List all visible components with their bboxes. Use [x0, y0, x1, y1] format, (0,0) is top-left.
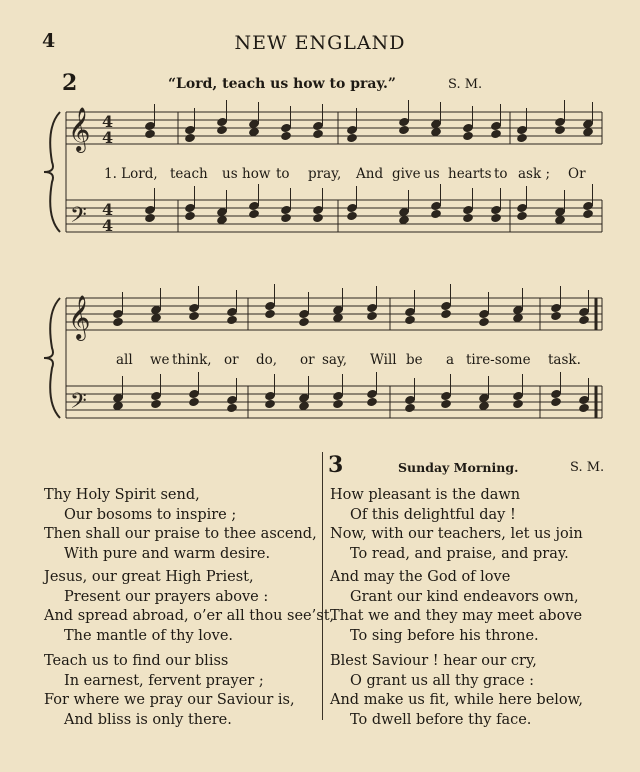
bass-clef-icon: 𝄢	[70, 389, 87, 419]
note-head	[265, 309, 276, 318]
note-head	[151, 399, 162, 408]
note-head	[249, 209, 260, 218]
verse-line: To sing before his throne.	[350, 627, 539, 644]
verse-line: That we and they may meet above	[330, 608, 583, 624]
hymn-2-title: “Lord, teach us how to pray.”	[168, 76, 396, 92]
verse-line: To dwell before thy face.	[350, 711, 532, 728]
bass-clef-icon: 𝄢	[70, 203, 87, 233]
note-head	[313, 205, 324, 214]
lyric-syllable: be	[406, 352, 423, 368]
time-signature: 4	[102, 216, 114, 235]
verse-line: And spread abroad, o’er all thou see’st,	[44, 608, 335, 624]
note-head	[431, 127, 442, 136]
right-stanza-2	[330, 568, 582, 646]
note-head	[479, 317, 490, 326]
note-head	[217, 215, 228, 224]
note-head	[333, 313, 344, 322]
note-head	[517, 203, 528, 212]
note-head	[367, 303, 378, 312]
note-head	[313, 213, 324, 222]
note-head	[513, 305, 524, 314]
note-head	[185, 203, 196, 212]
note-head	[583, 119, 594, 128]
note-head	[431, 209, 442, 218]
note-head	[347, 125, 358, 134]
note-head	[517, 125, 528, 134]
note-head	[227, 315, 238, 324]
note-head	[441, 391, 452, 400]
lyric-syllable: or	[300, 352, 315, 368]
verse-line: O grant us all thy grace :	[350, 672, 535, 689]
note-head	[555, 215, 566, 224]
verse-line: For where we pray our Saviour is,	[44, 692, 295, 708]
note-head	[151, 305, 162, 314]
note-head	[347, 203, 358, 212]
right-stanza-3	[330, 652, 583, 730]
lyric-syllable: tire-some	[466, 352, 531, 368]
verse-line: And bliss is only there.	[64, 711, 232, 728]
brace	[44, 112, 60, 232]
right-stanza-1	[330, 486, 583, 564]
note-head	[513, 391, 524, 400]
note-head	[513, 399, 524, 408]
hymn-2-number: 2	[62, 70, 78, 96]
note-head	[479, 393, 490, 402]
note-head	[281, 123, 292, 132]
note-head	[513, 313, 524, 322]
note-head	[431, 201, 442, 210]
note-head	[399, 125, 410, 134]
note-head	[405, 403, 416, 412]
note-head	[227, 395, 238, 404]
note-head	[583, 201, 594, 210]
lyric-syllable: to	[494, 166, 508, 182]
left-stanza-1	[44, 486, 317, 564]
note-head	[579, 395, 590, 404]
note-head	[463, 123, 474, 132]
note-head	[185, 133, 196, 142]
note-head	[299, 317, 310, 326]
note-head	[367, 389, 378, 398]
note-head	[113, 317, 124, 326]
note-head	[227, 307, 238, 316]
lyric-syllable: say,	[322, 352, 348, 368]
lyric-syllable: Or	[568, 166, 586, 182]
note-head	[463, 131, 474, 140]
verse-line: Then shall our praise to thee ascend,	[44, 526, 317, 542]
note-head	[463, 213, 474, 222]
running-head: NEW ENGLAND	[234, 32, 406, 54]
verse-line: To read, and praise, and pray.	[350, 545, 569, 562]
lyric-syllable: Will	[370, 352, 397, 368]
note-head	[249, 127, 260, 136]
note-head	[185, 211, 196, 220]
verse-line: And make us fit, while here below,	[330, 692, 583, 708]
note-head	[517, 133, 528, 142]
verse-line: And may the God of love	[330, 569, 511, 585]
brace	[44, 298, 60, 418]
note-head	[145, 121, 156, 130]
note-head	[347, 211, 358, 220]
note-head	[463, 205, 474, 214]
note-head	[583, 127, 594, 136]
note-head	[367, 311, 378, 320]
verse-line: Now, with our teachers, let us join	[330, 526, 583, 542]
verse-line: In earnest, fervent prayer ;	[64, 672, 264, 689]
note-head	[555, 125, 566, 134]
note-head	[441, 301, 452, 310]
note-head	[491, 205, 502, 214]
left-stanza-2	[44, 568, 334, 646]
note-head	[217, 125, 228, 134]
note-head	[583, 209, 594, 218]
note-head	[189, 311, 200, 320]
verse-line: With pure and warm desire.	[64, 545, 271, 562]
note-head	[299, 401, 310, 410]
hymn-3-meter: S. M.	[570, 460, 605, 475]
note-head	[517, 211, 528, 220]
note-head	[405, 315, 416, 324]
note-head	[347, 133, 358, 142]
note-head	[313, 129, 324, 138]
time-signature: 4	[102, 128, 114, 147]
note-head	[145, 213, 156, 222]
note-head	[555, 207, 566, 216]
note-head	[333, 305, 344, 314]
note-head	[431, 119, 442, 128]
hymn-2-meter: S. M.	[448, 77, 483, 92]
note-head	[265, 301, 276, 310]
note-head	[313, 121, 324, 130]
note-head	[405, 395, 416, 404]
lyric-syllable: task.	[548, 352, 581, 368]
note-head	[405, 307, 416, 316]
note-head	[265, 391, 276, 400]
note-head	[579, 403, 590, 412]
lyric-syllable: give	[392, 166, 421, 182]
lyric-syllable: how	[242, 166, 271, 182]
lyric-syllable: or	[224, 352, 239, 368]
note-head	[151, 391, 162, 400]
lyric-syllable: us	[222, 166, 238, 182]
note-head	[551, 303, 562, 312]
verse-line: Teach us to find our bliss	[44, 653, 229, 669]
verse-line: Grant our kind endeavors own,	[350, 588, 579, 605]
note-head	[555, 117, 566, 126]
note-head	[479, 401, 490, 410]
note-head	[479, 309, 490, 318]
note-head	[189, 303, 200, 312]
note-head	[551, 389, 562, 398]
lyric-syllable: we	[150, 352, 170, 368]
lyric-syllable: all	[116, 352, 133, 368]
lyric-syllable: And	[356, 166, 384, 182]
verse-line: Present our prayers above :	[64, 588, 269, 605]
note-head	[551, 397, 562, 406]
note-head	[227, 403, 238, 412]
note-head	[399, 117, 410, 126]
lyric-syllable: do,	[256, 352, 278, 368]
lyric-syllable: 1. Lord,	[104, 166, 158, 182]
note-head	[579, 315, 590, 324]
verse-line: Our bosoms to inspire ;	[64, 506, 237, 523]
lyric-syllable: hearts	[448, 166, 492, 182]
note-head	[491, 129, 502, 138]
note-head	[281, 213, 292, 222]
note-head	[145, 205, 156, 214]
lyric-syllable: teach	[170, 166, 208, 182]
time-signature: 4	[102, 112, 114, 131]
note-head	[265, 399, 276, 408]
note-head	[333, 399, 344, 408]
note-head	[249, 201, 260, 210]
treble-clef-icon: 𝄞	[68, 107, 91, 151]
note-head	[579, 307, 590, 316]
note-head	[333, 391, 344, 400]
note-head	[145, 129, 156, 138]
lyric-syllable: a	[446, 352, 455, 368]
verse-line: The mantle of thy love.	[64, 627, 234, 644]
note-head	[249, 119, 260, 128]
note-head	[491, 213, 502, 222]
note-head	[367, 397, 378, 406]
note-head	[299, 309, 310, 318]
note-head	[299, 393, 310, 402]
note-head	[441, 309, 452, 318]
lyric-syllable: us	[424, 166, 440, 182]
hymn-3-number: 3	[328, 452, 344, 478]
hymn-3-title: Sunday Morning.	[398, 460, 519, 475]
note-head	[151, 313, 162, 322]
lyric-syllable: to	[276, 166, 290, 182]
note-head	[491, 121, 502, 130]
note-head	[217, 207, 228, 216]
note-head	[113, 309, 124, 318]
note-head	[281, 205, 292, 214]
verse-line: Blest Saviour ! hear our cry,	[330, 653, 537, 669]
note-head	[217, 117, 228, 126]
verse-line: Of this delightful day !	[350, 506, 516, 523]
left-stanza-3	[44, 652, 295, 730]
note-head	[281, 131, 292, 140]
lyric-syllable: think,	[172, 352, 212, 368]
treble-clef-icon: 𝄞	[68, 295, 91, 339]
note-head	[113, 393, 124, 402]
note-head	[113, 401, 124, 410]
note-head	[551, 311, 562, 320]
note-head	[189, 397, 200, 406]
note-head	[189, 389, 200, 398]
lyric-syllable: pray,	[308, 166, 342, 182]
verse-line: Jesus, our great High Priest,	[44, 569, 254, 585]
lyric-syllable: ask ;	[518, 166, 550, 182]
note-head	[399, 215, 410, 224]
page-number: 4	[42, 30, 56, 52]
note-head	[441, 399, 452, 408]
note-head	[399, 207, 410, 216]
verse-line: Thy Holy Spirit send,	[44, 487, 200, 503]
verse-line: How pleasant is the dawn	[330, 487, 521, 503]
note-head	[185, 125, 196, 134]
time-signature: 4	[102, 200, 114, 219]
